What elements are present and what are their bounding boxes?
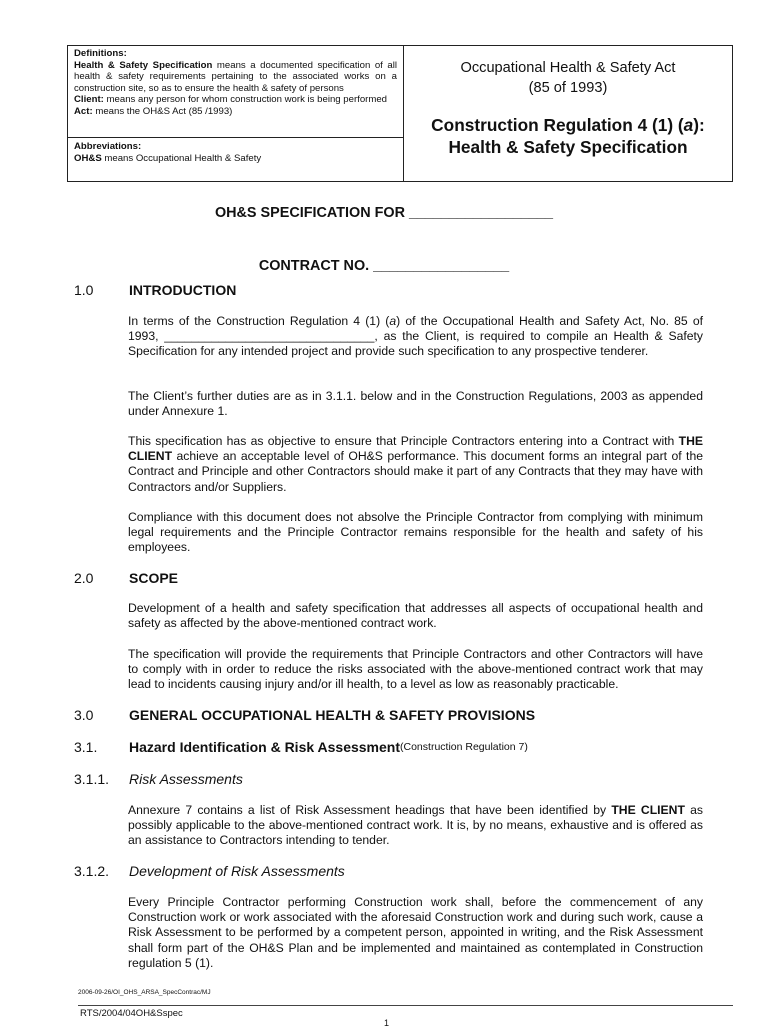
client-term: Client: bbox=[74, 94, 104, 105]
section-2-paragraph-2: The specification will provide the requirements that Principle Contractors and other Contractors will have to comply with in order to reduce the risks associated with the above-mentioned contract work that may lead to incidents causing injury and/or ill health, to a level as low as reasonably practicable. bbox=[128, 647, 703, 692]
spec-for-title: OH&S SPECIFICATION FOR __________________ bbox=[214, 205, 554, 221]
section-1-paragraph-2: The Client’s further duties are as in 3.1.1. below and in the Construction Regulations, 2003 as appended under Annexure 1. bbox=[128, 389, 703, 419]
footer-divider bbox=[78, 1005, 733, 1006]
section-1-paragraph-4: Compliance with this document does not absolve the Principle Contractor from complying with minimum legal requirements and the Principle Contractor remains responsible for the health and safety of his employees. bbox=[128, 510, 703, 555]
section-3-1-heading: 3.1. Hazard Identification & Risk Assessment (Construction Regulation 7) bbox=[74, 739, 528, 755]
section-1-paragraph-3: This specification has as objective to ensure that Principle Contractors entering into a Contract with THE CLIENT achieve an acceptable level of OH&S performance. This document forms an integral part of the Contract and Principle and other Contractors should make it part of any Contracts that they may have with Contractors and/or Suppliers. bbox=[128, 434, 703, 494]
section-2-heading: 2.0 SCOPE bbox=[74, 570, 179, 586]
section-3-1-2-heading: 3.1.2. Development of Risk Assessments bbox=[74, 863, 345, 879]
page-number: 1 bbox=[384, 1018, 390, 1028]
section-3-1-1-paragraph: Annexure 7 contains a list of Risk Assessment headings that have been identified by THE CLIENT as possibly applicable to the above-mentioned contract work. It is, by no means, exhaustive and is offered as an assistance to Contractors intending to tender. bbox=[128, 803, 704, 848]
section-1-heading: 1.0 INTRODUCTION bbox=[74, 282, 237, 298]
act-text: means the OH&S Act (85 /1993) bbox=[92, 105, 233, 117]
section-3-heading: 3.0 GENERAL OCCUPATIONAL HEALTH & SAFETY PROVISIONS bbox=[74, 707, 536, 723]
abbreviations-heading: Abbreviations: bbox=[74, 141, 142, 152]
abbreviations-box bbox=[68, 138, 403, 181]
hs-spec-text: means a documented specification of all health & safety requirements pertaining to the associated works on a construction site, so as to ensure the health & safety of persons bbox=[74, 59, 397, 94]
client-text: means any person for whom construction work is being performed bbox=[103, 94, 388, 105]
contract-no-title: CONTRACT NO. _________________ bbox=[258, 258, 510, 274]
footer-doc-ref: 2006-09-26/OI_OHS_ARSA_SpecContrac/MJ bbox=[78, 989, 211, 996]
ohs-text: means Occupational Health & Safety bbox=[101, 152, 262, 164]
section-2-paragraph-1: Development of a health and safety specification that addresses all aspects of occupational health and safety as affected by the above-mentioned contract work. bbox=[128, 601, 703, 631]
ohs-term: OH&S bbox=[74, 152, 102, 164]
definitions-box bbox=[68, 46, 403, 138]
footer-code: RTS/2004/04OH&Sspec bbox=[80, 1008, 183, 1019]
section-1-paragraph-1: In terms of the Construction Regulation 4 (1) (a) of the Occupational Health and Safety Act, No. 85 of 1993, _______________________________, as the Client, is required to compile an Health & Safety Specification for any intended project and provide such specification to any prospective tenderer. bbox=[128, 314, 703, 359]
definitions-heading: Definitions: bbox=[74, 48, 127, 59]
hs-spec-term: Health & Safety Specification bbox=[74, 59, 213, 71]
header-table bbox=[67, 45, 733, 182]
regulation-subtitle: Health & Safety Specification bbox=[448, 137, 688, 157]
act-term: Act: bbox=[74, 105, 93, 117]
header-right-column bbox=[404, 46, 732, 181]
section-3-1-2-paragraph: Every Principle Contractor performing Construction work shall, before the commencement of any Construction work or work associated with the aforesaid Construction work and during such work, cause a Risk Assessment to be performed by a competent person, appointed in writing, and the Risk Assessment shall form part of the OH&S Plan and be implemented and maintained as contemplated in Construction regulation 5 (1). bbox=[128, 895, 703, 970]
regulation-title: Construction Regulation 4 (1) (a): bbox=[431, 115, 705, 135]
act-title-line2: (85 of 1993) bbox=[528, 80, 608, 96]
header-left-column bbox=[68, 46, 404, 181]
act-title-line1: Occupational Health & Safety Act bbox=[460, 60, 676, 76]
section-3-1-1-heading: 3.1.1. Risk Assessments bbox=[74, 771, 243, 787]
